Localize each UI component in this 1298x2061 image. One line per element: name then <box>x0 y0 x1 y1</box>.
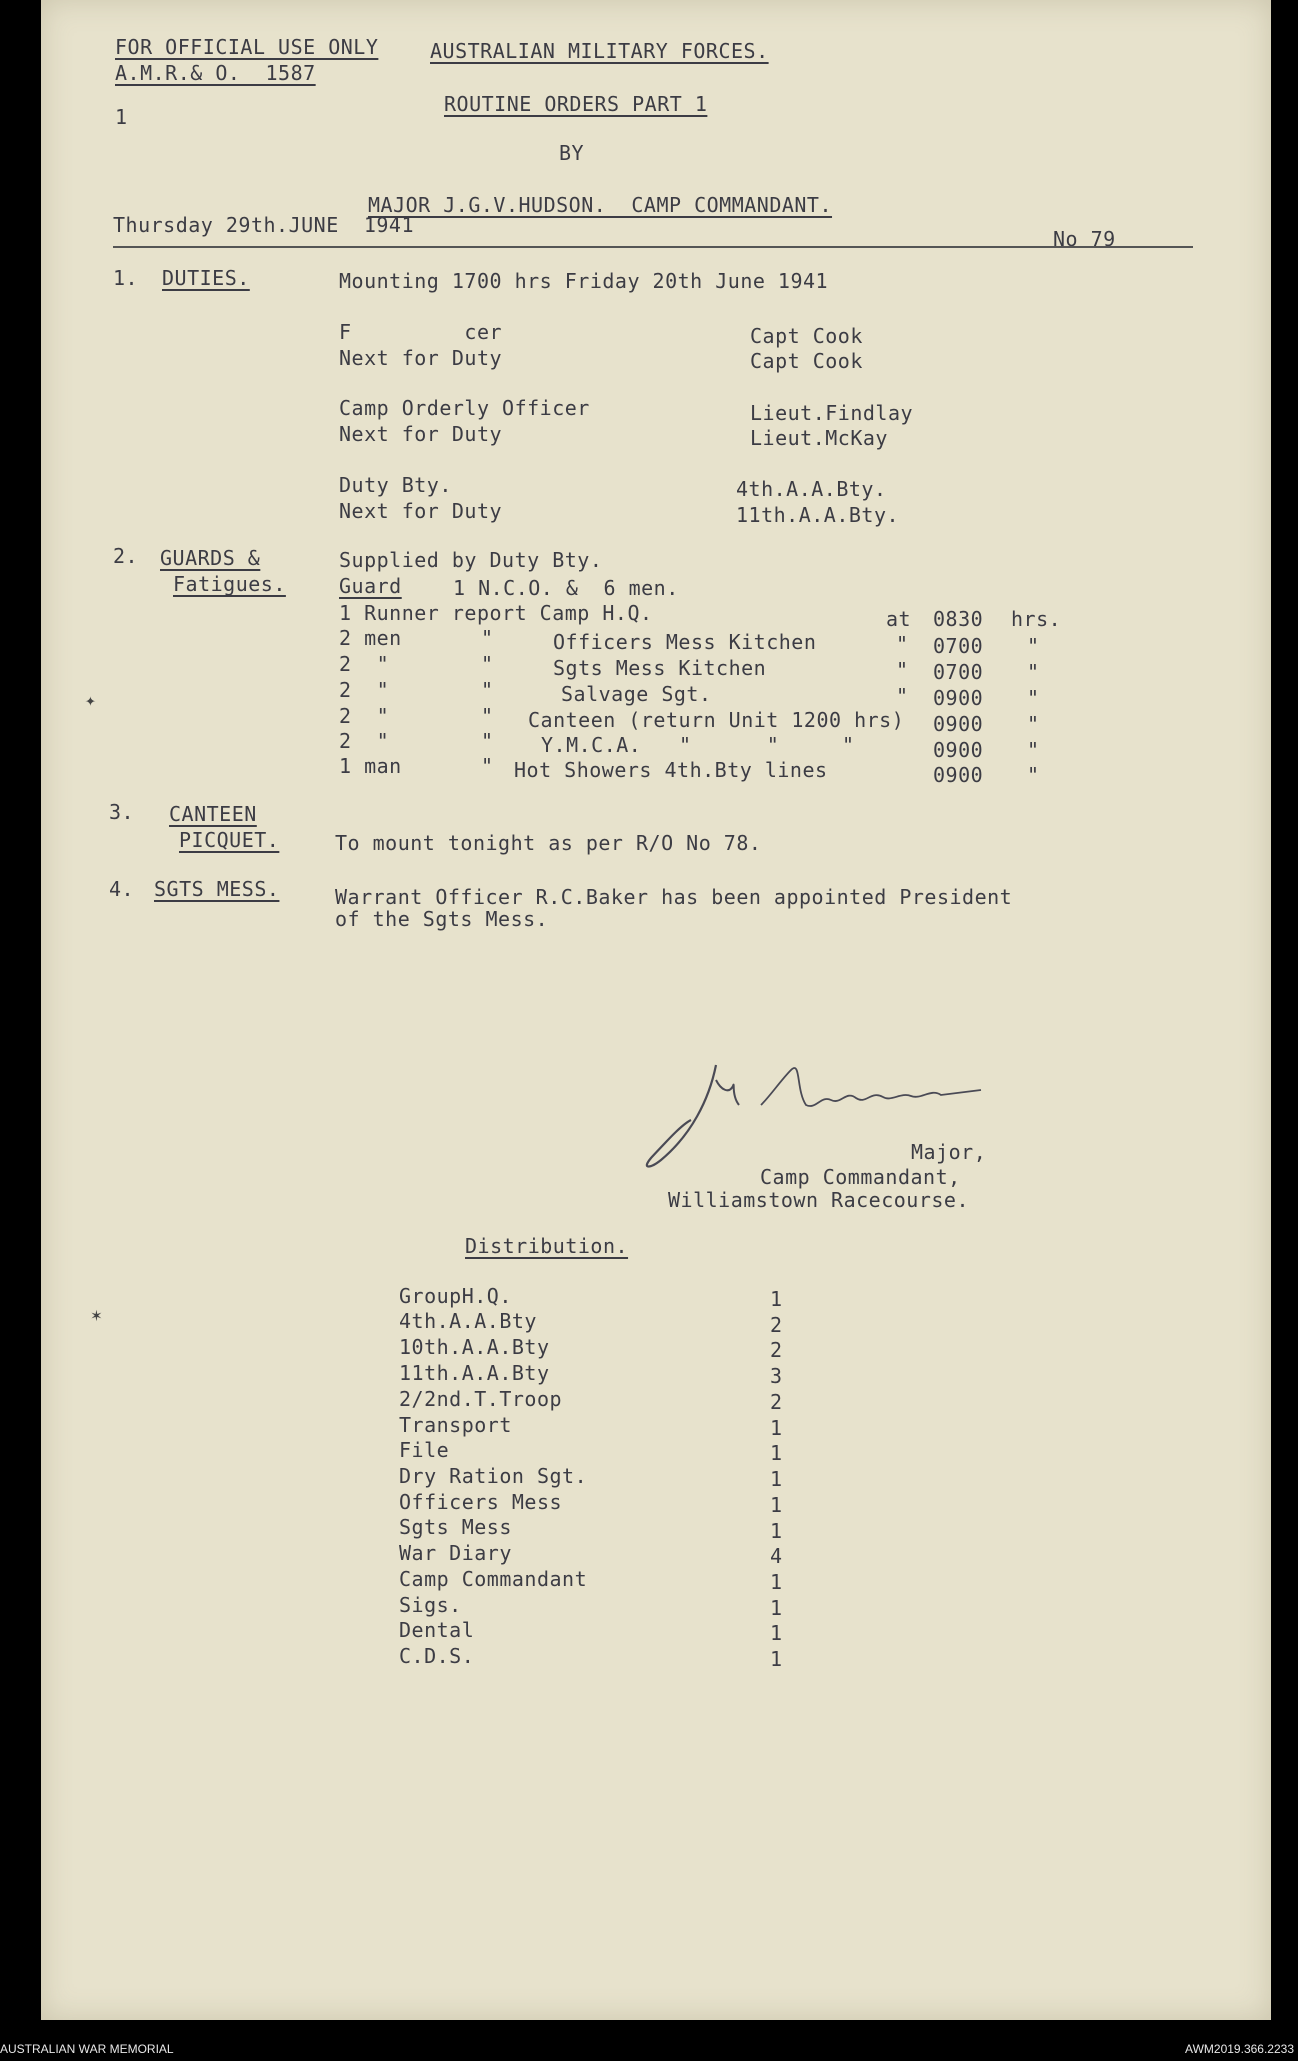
supplied-line: Supplied by Duty Bty. <box>339 548 603 572</box>
fatigue-ditto: " <box>481 652 494 676</box>
distribution-unit: War Diary <box>399 1541 512 1565</box>
section-number: 2. <box>113 544 139 568</box>
distribution-qty: 1 <box>770 1621 783 1645</box>
distribution-unit: File <box>399 1438 450 1462</box>
section-heading: DUTIES. <box>162 266 250 290</box>
fatigue-count: 1 Runner report Camp H.Q. <box>339 601 653 625</box>
duty-value: Capt Cook <box>750 349 863 373</box>
section-heading: SGTS MESS. <box>154 877 280 901</box>
document-title: ROUTINE ORDERS PART 1 <box>444 92 708 116</box>
fatigue-count: 2 men <box>339 626 402 650</box>
fatigue-time: 0900 <box>933 712 984 736</box>
signatory-rank: Major, <box>911 1140 987 1164</box>
fatigue-time: 0700 <box>933 660 984 684</box>
guard-label: Guard <box>339 574 402 598</box>
fatigue-time: 0900 <box>933 763 984 787</box>
section-heading: CANTEEN <box>169 802 257 826</box>
fatigue-count: 2 " <box>339 729 390 753</box>
sgts-text-line-2: of the Sgts Mess. <box>335 907 549 931</box>
fatigue-unit: " <box>1027 686 1040 710</box>
duty-label: Next for Duty <box>339 422 503 446</box>
fatigue-ditto: " <box>481 626 494 650</box>
fatigue-place: Sgts Mess Kitchen <box>553 656 767 680</box>
distribution-unit: 2/2nd.T.Troop <box>399 1387 563 1411</box>
by-label: BY <box>559 141 585 165</box>
distribution-unit: Dry Ration Sgt. <box>399 1464 588 1488</box>
fatigue-time: 0700 <box>933 634 984 658</box>
distribution-qty: 4 <box>770 1544 783 1568</box>
distribution-unit: Sigs. <box>399 1593 462 1617</box>
section-heading: Fatigues. <box>173 572 286 596</box>
distribution-qty: 1 <box>770 1287 783 1311</box>
fatigue-time: 0830 <box>933 607 984 631</box>
distribution-qty: 1 <box>770 1570 783 1594</box>
fatigue-unit: " <box>1027 712 1040 736</box>
signatory-place: Williamstown Racecourse. <box>668 1188 969 1212</box>
fatigue-ditto: " <box>481 678 494 702</box>
fatigue-place: Y.M.C.A. " " " <box>541 733 855 757</box>
distribution-unit: 11th.A.A.Bty <box>399 1361 550 1385</box>
distribution-unit: 4th.A.A.Bty <box>399 1309 537 1333</box>
fatigue-place: Salvage Sgt. <box>561 682 712 706</box>
archive-credit: AUSTRALIAN WAR MEMORIAL <box>0 2042 174 2056</box>
fatigue-place: Officers Mess Kitchen <box>553 630 817 654</box>
duty-value: 4th.A.A.Bty. <box>736 477 887 501</box>
distribution-unit: Transport <box>399 1413 512 1437</box>
page-mark: 1 <box>115 105 128 129</box>
distribution-qty: 1 <box>770 1596 783 1620</box>
order-number: No 79 <box>1053 227 1116 251</box>
distribution-qty: 1 <box>770 1519 783 1543</box>
organisation-title: AUSTRALIAN MILITARY FORCES. <box>430 39 769 63</box>
fatigue-at: " <box>896 658 909 682</box>
fatigue-count: 2 " <box>339 678 390 702</box>
mounting-line: Mounting 1700 hrs Friday 20th June 1941 <box>339 269 829 293</box>
punch-hole-mark: ✦ <box>85 690 96 711</box>
fatigue-count: 1 man <box>339 754 402 778</box>
distribution-unit: 10th.A.A.Bty <box>399 1335 550 1359</box>
distribution-unit: C.D.S. <box>399 1644 475 1668</box>
section-number: 3. <box>109 800 135 824</box>
duty-label: Camp Orderly Officer <box>339 396 590 420</box>
fatigue-place: Canteen (return Unit 1200 hrs) <box>528 708 905 732</box>
duty-label: Next for Duty <box>339 499 503 523</box>
author-line: MAJOR J.G.V.HUDSON. CAMP COMMANDANT. <box>368 193 833 217</box>
fatigue-count: 2 " <box>339 652 390 676</box>
date-line: Thursday 29th.JUNE 1941 <box>113 213 414 237</box>
distribution-qty: 2 <box>770 1338 783 1362</box>
fatigue-unit: " <box>1027 763 1040 787</box>
header-rule <box>113 246 1193 248</box>
fatigue-ditto: " <box>481 729 494 753</box>
distribution-unit: Officers Mess <box>399 1490 563 1514</box>
fatigue-count: 2 " <box>339 704 390 728</box>
classification-label: FOR OFFICIAL USE ONLY <box>115 35 379 59</box>
distribution-qty: 2 <box>770 1313 783 1337</box>
distribution-qty: 1 <box>770 1493 783 1517</box>
reference-number: A.M.R.& O. 1587 <box>115 61 316 85</box>
fatigue-ditto: " <box>481 754 494 778</box>
fatigue-time: 0900 <box>933 738 984 762</box>
fatigue-at: at <box>886 607 912 631</box>
distribution-unit: Dental <box>399 1618 475 1642</box>
duty-value: Lieut.McKay <box>750 426 888 450</box>
distribution-unit: GroupH.Q. <box>399 1284 512 1308</box>
distribution-unit: Sgts Mess <box>399 1515 512 1539</box>
fatigue-unit: " <box>1027 738 1040 762</box>
fatigue-place: Hot Showers 4th.Bty lines <box>514 758 828 782</box>
fatigue-unit: " <box>1027 660 1040 684</box>
fatigue-time: 0900 <box>933 686 984 710</box>
duty-value: Capt Cook <box>750 324 863 348</box>
signatory-role: Camp Commandant, <box>760 1165 961 1189</box>
fatigue-unit: hrs. <box>1011 607 1062 631</box>
fatigue-ditto: " <box>481 704 494 728</box>
section-number: 4. <box>109 877 135 901</box>
distribution-unit: Camp Commandant <box>399 1567 588 1591</box>
distribution-qty: 1 <box>770 1441 783 1465</box>
distribution-qty: 1 <box>770 1647 783 1671</box>
fatigue-at: " <box>896 684 909 708</box>
duty-label: Next for Duty <box>339 346 503 370</box>
document-page <box>41 0 1271 2020</box>
punch-hole-mark: ✶ <box>91 1305 102 1326</box>
duty-value: Lieut.Findlay <box>750 401 914 425</box>
distribution-qty: 1 <box>770 1416 783 1440</box>
distribution-qty: 1 <box>770 1467 783 1491</box>
sgts-text-line-1: Warrant Officer R.C.Baker has been appointed President <box>335 885 1013 909</box>
fatigue-at: " <box>896 632 909 656</box>
distribution-heading: Distribution. <box>465 1234 629 1258</box>
fatigue-unit: " <box>1027 634 1040 658</box>
duty-label: Duty Bty. <box>339 473 452 497</box>
distribution-qty: 2 <box>770 1390 783 1414</box>
section-heading: GUARDS & <box>160 546 261 570</box>
canteen-text: To mount tonight as per R/O No 78. <box>335 831 762 855</box>
section-number: 1. <box>113 266 139 290</box>
section-heading: PICQUET. <box>179 828 280 852</box>
duty-value: 11th.A.A.Bty. <box>736 503 900 527</box>
distribution-qty: 3 <box>770 1364 783 1388</box>
guard-detail: 1 N.C.O. & 6 men. <box>453 576 679 600</box>
archive-accession-number: AWM2019.366.2233 <box>1185 2042 1294 2056</box>
duty-label: F cer <box>339 320 503 344</box>
handwritten-signature <box>621 1050 1061 1180</box>
